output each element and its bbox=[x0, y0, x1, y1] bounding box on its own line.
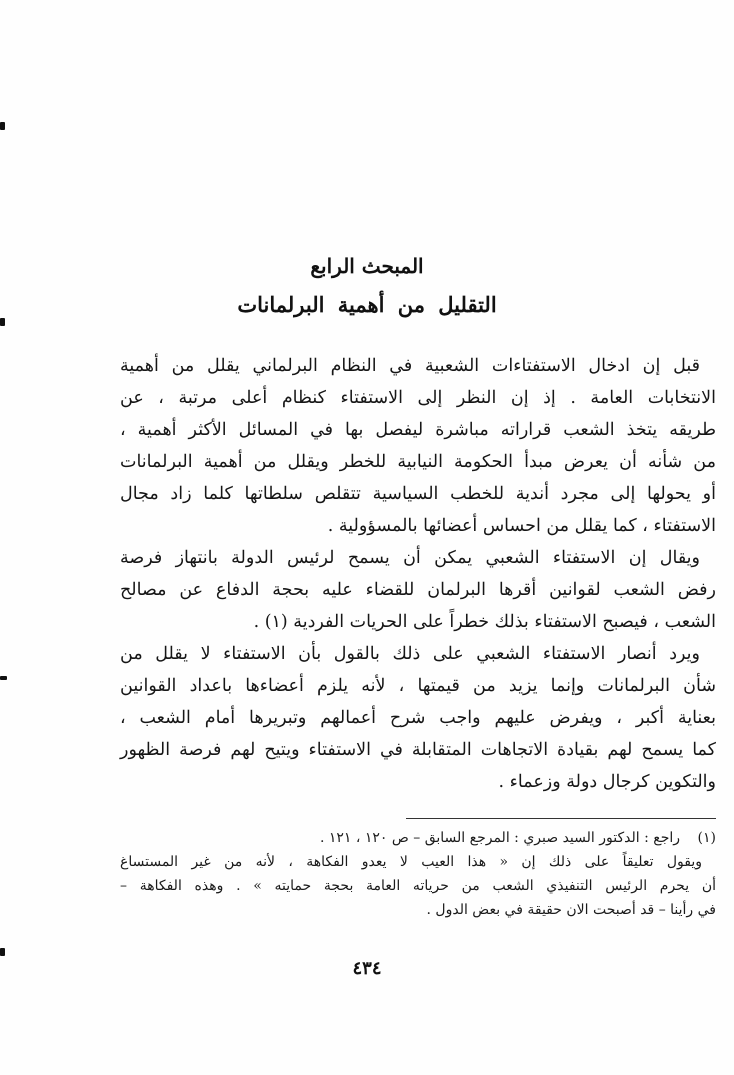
paragraph-line: كما يسمح لهم بقيادة الاتجاهات المتقابلة في الاستفتاء ويتيح لهم فرصة الظهور bbox=[120, 740, 716, 760]
footnote-line: ويقول تعليقاً على ذلك إن « هذا العيب لا يعدو الفكاهة ، لأنه من غير المستساغ bbox=[120, 854, 702, 870]
paragraph-line: بعناية أكبر ، ويفرض عليهم واجب شرح أعمالهم وتبريرها أمام الشعب ، bbox=[120, 708, 716, 728]
page-number: ٤٣٤ bbox=[352, 958, 382, 979]
paragraph-line: من شأنه أن يعرض مبدأ الحكومة النيابية للخطر ويقلل من أهمية البرلمانات bbox=[120, 452, 716, 472]
scan-edge-mark bbox=[0, 676, 7, 680]
paragraph-line: شأن البرلمانات وإنما يزيد من قيمتها ، لأنه يلزم أعضاءها باعداد القوانين bbox=[120, 676, 716, 696]
footnote-line: راجع : الدكتور السيد صبري : المرجع السابق – ص ١٢٠ ، ١٢١ . bbox=[319, 830, 680, 846]
paragraph-line: طريقه يتخذ الشعب قراراته مباشرة ليفصل بها في المسائل الأكثر أهمية ، bbox=[120, 420, 716, 440]
paragraph-line: الانتخابات العامة . إذ إن النظر إلى الاستفتاء كنظام أعلى مرتبة ، عن bbox=[120, 388, 716, 408]
paragraph-line: أو يحولها إلى مجرد أندية للخطب السياسية تتقلص سلطاتها كلما زاد مجال bbox=[120, 484, 716, 504]
footnote-divider bbox=[406, 818, 716, 819]
paragraph-line: ويرد أنصار الاستفتاء الشعبي على ذلك بالقول بأن الاستفتاء لا يقلل من bbox=[120, 644, 700, 664]
scan-edge-mark bbox=[0, 318, 5, 326]
scan-edge-mark bbox=[0, 122, 5, 130]
section-title: المبحث الرابع bbox=[310, 254, 424, 278]
footnote bbox=[120, 826, 716, 946]
paragraph-line: الشعب ، فيصبح الاستفتاء بذلك خطراً على الحريات الفردية (١) . bbox=[253, 612, 716, 632]
main-paragraphs bbox=[120, 350, 716, 810]
paragraph-line: الاستفتاء ، كما يقلل من احساس أعضائها بالمسؤولية . bbox=[327, 516, 716, 536]
paragraph-line: قبل إن ادخال الاستفتاءات الشعبية في النظام البرلماني يقلل من أهمية bbox=[120, 356, 700, 376]
footnote-line: في رأينا – قد أصبحت الان حقيقة في بعض الدول . bbox=[426, 902, 716, 918]
scan-edge-mark bbox=[0, 948, 5, 956]
paragraph-line: والتكوين كرجال دولة وزعماء . bbox=[498, 772, 716, 792]
section-subtitle: التقليل من أهمية البرلمانات bbox=[237, 292, 497, 317]
paragraph-line: ويقال إن الاستفتاء الشعبي يمكن أن يسمح لرئيس الدولة بانتهاز فرصة bbox=[120, 548, 700, 568]
paragraph-line: رفض الشعب لقوانين أقرها البرلمان للقضاء عليه بحجة الدفاع عن مصالح bbox=[120, 580, 716, 600]
footnote-marker: (١) bbox=[697, 830, 716, 846]
footnote-line: أن يحرم الرئيس التنفيذي الشعب من حرياته العامة بحجة حمايته » . وهذه الفكاهة – bbox=[120, 878, 716, 894]
